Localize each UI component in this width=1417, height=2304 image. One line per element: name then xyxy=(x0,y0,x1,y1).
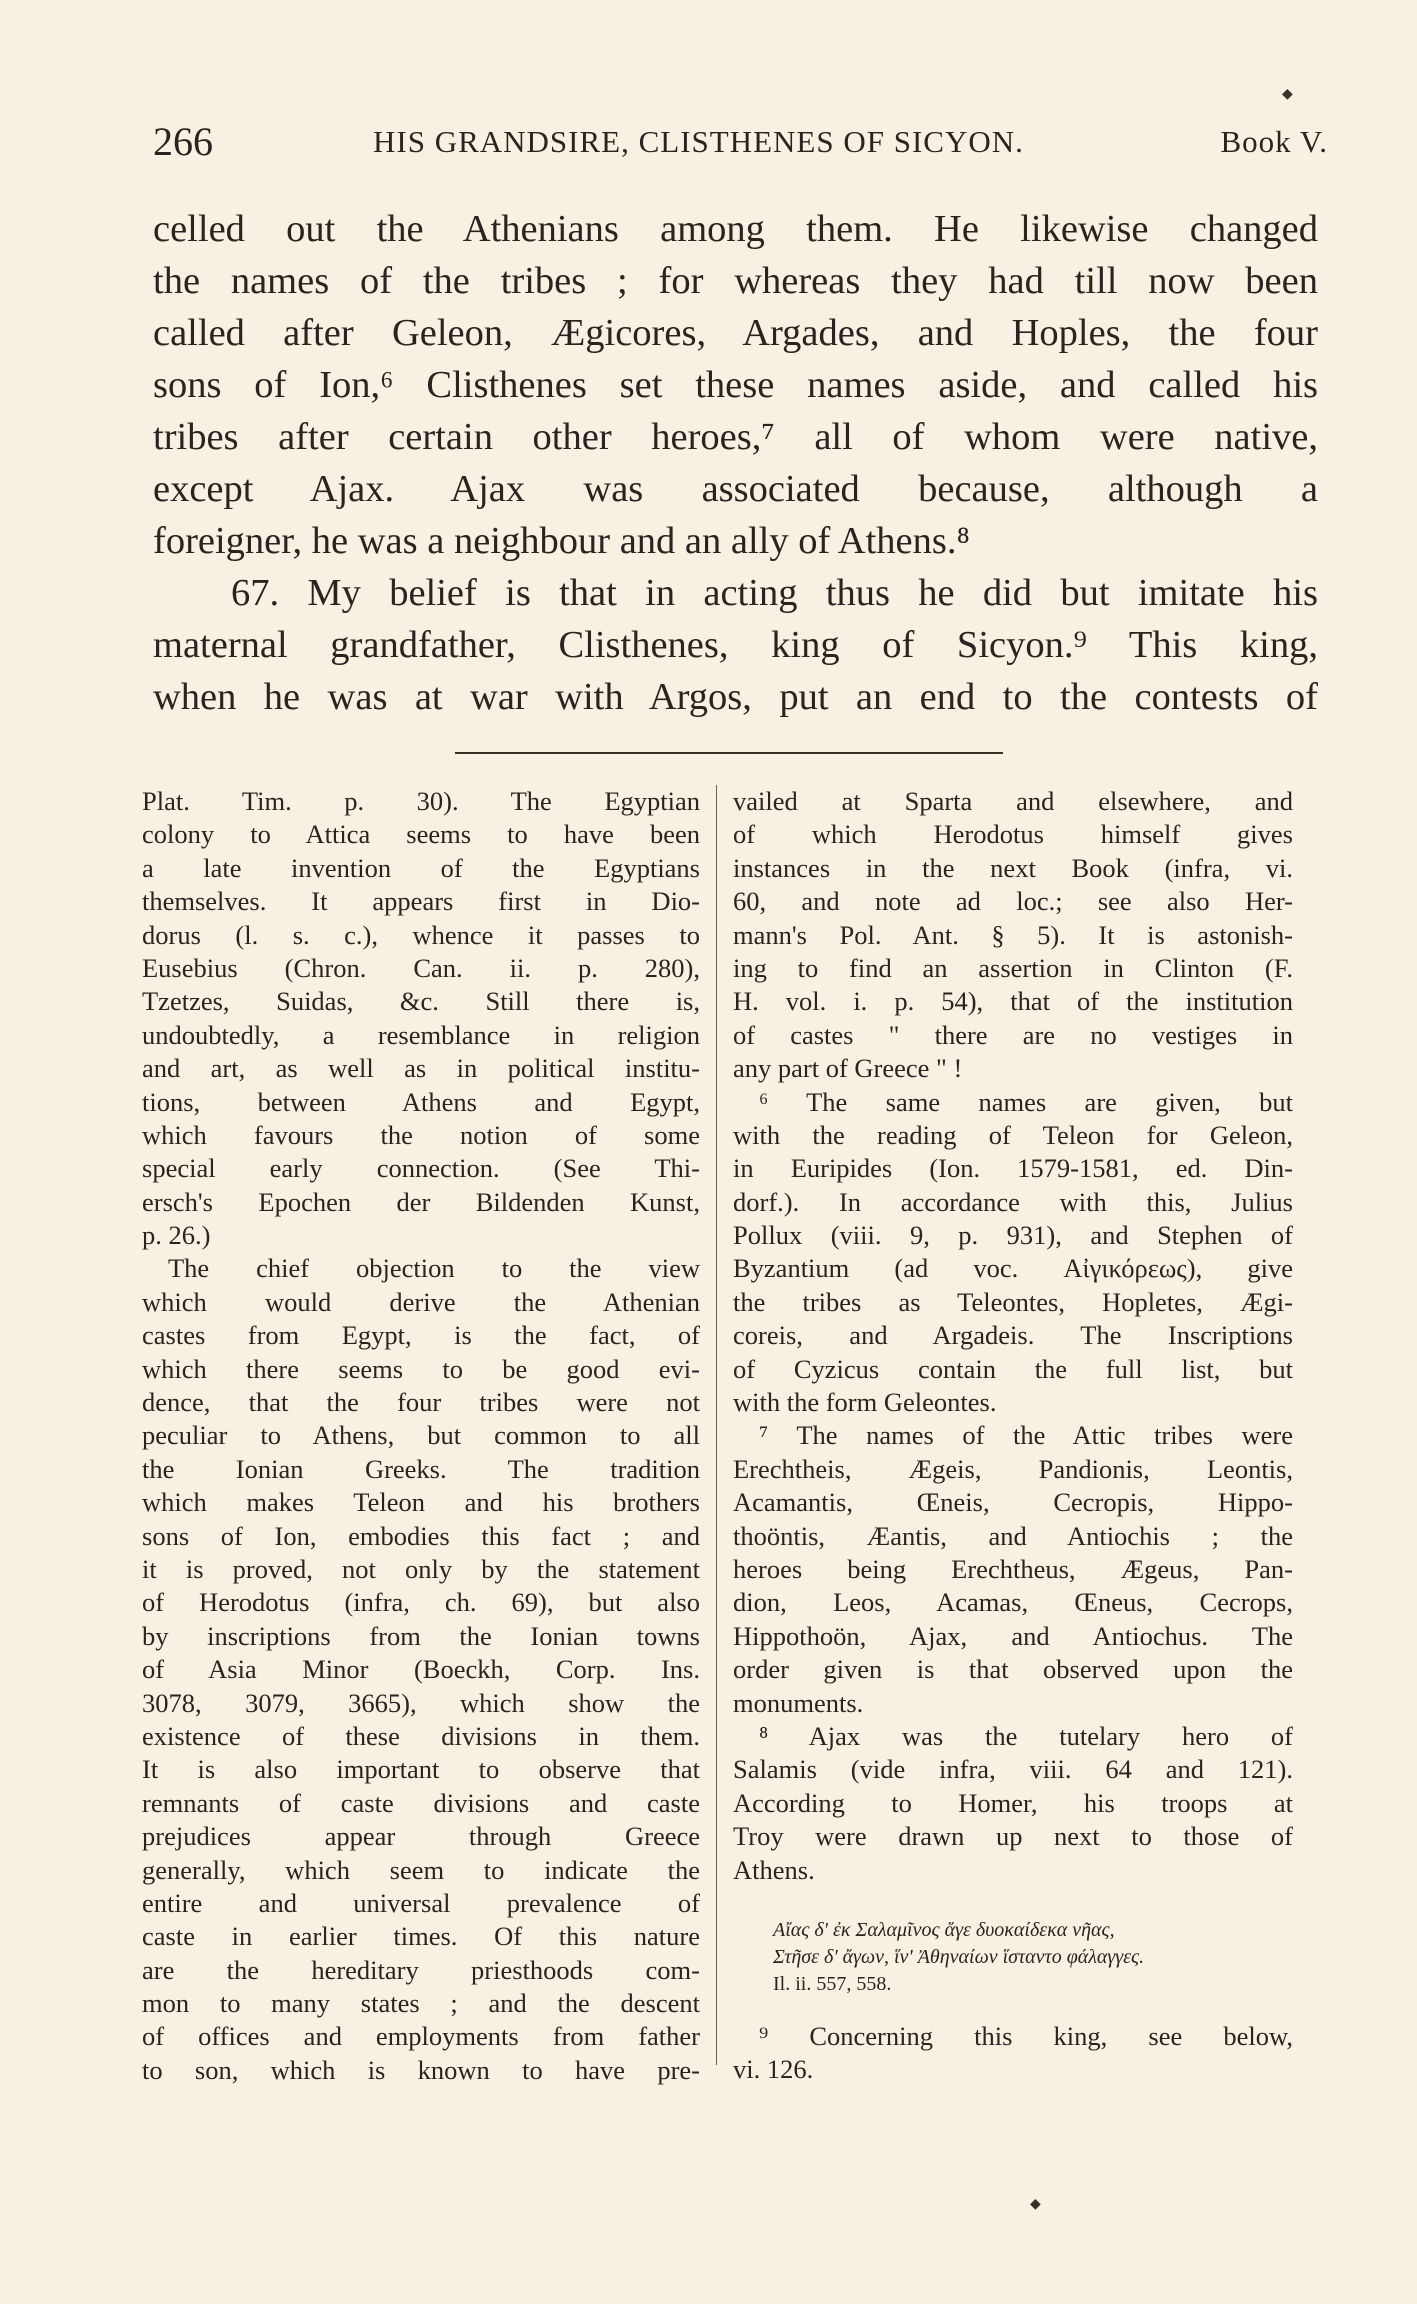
note-line: ing to find an assertion in Clinton (F. xyxy=(733,952,1293,983)
note-line: 60, and note ad loc.; see also Her- xyxy=(733,886,1293,917)
note-line: which favours the notion of some xyxy=(142,1119,700,1150)
note-line: prejudices appear through Greece xyxy=(142,1821,700,1852)
main-line: except Ajax. Ajax was associated because, although a xyxy=(153,468,1318,510)
ink-speck: ◆ xyxy=(1030,2196,1041,2212)
note-line: The chief objection to the view xyxy=(168,1253,700,1284)
note-line: tions, between Athens and Egypt, xyxy=(142,1086,700,1117)
note-line: Hippothoön, Ajax, and Antiochus. The xyxy=(733,1620,1293,1651)
note-line: ⁹ Concerning this king, see below, xyxy=(759,2020,1293,2051)
note-line: Athens. xyxy=(733,1854,815,1885)
note-line: According to Homer, his troops at xyxy=(733,1787,1293,1818)
note-line: 3078, 3079, 3665), which show the xyxy=(142,1687,700,1718)
note-line: Pollux (viii. 9, p. 931), and Stephen of xyxy=(733,1220,1293,1251)
footnote-rule xyxy=(455,752,1003,754)
note-line: Troy were drawn up next to those of xyxy=(733,1821,1293,1852)
note-line: with the reading of Teleon for Geleon, xyxy=(733,1119,1293,1150)
note-line: ⁸ Ajax was the tutelary hero of xyxy=(759,1720,1293,1751)
main-text xyxy=(153,203,1318,723)
note-line: of which Herodotus himself gives xyxy=(733,819,1293,850)
note-line: generally, which seem to indicate the xyxy=(142,1854,700,1885)
main-line: sons of Ion,⁶ Clisthenes set these names aside, and called his xyxy=(153,364,1318,406)
note-line: heroes being Erechtheus, Ægeus, Pan- xyxy=(733,1553,1293,1584)
note-line: which makes Teleon and his brothers xyxy=(142,1487,700,1518)
column-divider xyxy=(716,785,717,2065)
greek-quotation xyxy=(733,1917,1293,1998)
running-header xyxy=(153,118,1328,164)
note-line: of offices and employments from father xyxy=(142,2021,700,2052)
note-line: caste in earlier times. Of this nature xyxy=(142,1921,700,1952)
note-line: Acamantis, Œneis, Cecropis, Hippo- xyxy=(733,1487,1293,1518)
note-line: Salamis (vide infra, viii. 64 and 121). xyxy=(733,1754,1293,1785)
note-line: castes from Egypt, is the fact, of xyxy=(142,1320,700,1351)
note-line: of castes " there are no vestiges in xyxy=(733,1019,1293,1050)
note-line: dorus (l. s. c.), whence it passes to xyxy=(142,919,700,950)
note-line: the tribes as Teleontes, Hopletes, Ægi- xyxy=(733,1286,1293,1317)
note-line: instances in the next Book (infra, vi. xyxy=(733,852,1293,883)
note-line: it is proved, not only by the statement xyxy=(142,1553,700,1584)
footnotes-left-column xyxy=(142,785,700,2087)
note-line: vailed at Sparta and elsewhere, and xyxy=(733,786,1293,816)
note-line: and art, as well as in political institu- xyxy=(142,1053,700,1084)
main-line: when he was at war with Argos, put an end to the contests of xyxy=(153,676,1318,718)
note-line: themselves. It appears first in Dio- xyxy=(142,886,700,917)
note-line: mann's Pol. Ant. § 5). It is astonish- xyxy=(733,919,1293,950)
note-line: dence, that the four tribes were not xyxy=(142,1387,700,1418)
note-line: which there seems to be good evi- xyxy=(142,1353,700,1384)
note-line: ⁶ The same names are given, but xyxy=(759,1086,1293,1117)
note-line: dion, Leos, Acamas, Œneus, Cecrops, xyxy=(733,1587,1293,1618)
note-line: entire and universal prevalence of xyxy=(142,1887,700,1918)
note-line: existence of these divisions in them. xyxy=(142,1720,700,1751)
note-line: mon to many states ; and the descent xyxy=(142,1988,700,2019)
main-line: foreigner, he was a neighbour and an ally of Athens.⁸ xyxy=(153,520,970,562)
note-line: p. 26.) xyxy=(142,1220,211,1251)
note-line: sons of Ion, embodies this fact ; and xyxy=(142,1520,700,1551)
note-line: the Ionian Greeks. The tradition xyxy=(142,1453,700,1484)
note-line: ersch's Epochen der Bildenden Kunst, xyxy=(142,1186,700,1217)
note-line: remnants of caste divisions and caste xyxy=(142,1787,700,1818)
main-line: the names of the tribes ; for whereas they had till now been xyxy=(153,260,1318,302)
note-line: thoöntis, Æantis, and Antiochis ; the xyxy=(733,1520,1293,1551)
note-line: peculiar to Athens, but common to all xyxy=(142,1420,700,1451)
note-line: It is also important to observe that xyxy=(142,1754,700,1785)
note-line: Plat. Tim. p. 30). The Egyptian xyxy=(142,786,700,816)
note-line: are the hereditary priesthoods com- xyxy=(142,1954,700,1985)
greek-line: Αἴας δ' ἐκ Σαλαμῖνος ἄγε δυοκαίδεκα νῆας, xyxy=(773,1918,1115,1941)
note-line: which would derive the Athenian xyxy=(142,1286,700,1317)
note-line: ⁷ The names of the Attic tribes were xyxy=(759,1420,1293,1451)
book-label: Book V. xyxy=(1220,124,1328,159)
note-line: special early connection. (See Thi- xyxy=(142,1153,700,1184)
note-line: vi. 126. xyxy=(733,2054,814,2085)
note-line: coreis, and Argadeis. The Inscriptions xyxy=(733,1320,1293,1351)
running-title: HIS GRANDSIRE, CLISTHENES OF SICYON. xyxy=(373,124,1024,159)
note-line: any part of Greece " ! xyxy=(733,1053,963,1084)
note-line: a late invention of the Egyptians xyxy=(142,852,700,883)
greek-citation: Il. ii. 557, 558. xyxy=(773,1972,892,1995)
main-line: called after Geleon, Ægicores, Argades, and Hoples, the four xyxy=(153,312,1318,354)
note-line: Eusebius (Chron. Can. ii. p. 280), xyxy=(142,952,700,983)
note-line: of Asia Minor (Boeckh, Corp. Ins. xyxy=(142,1654,700,1685)
main-line: maternal grandfather, Clisthenes, king of Sicyon.⁹ This king, xyxy=(153,624,1318,666)
note-line: to son, which is known to have pre- xyxy=(142,2054,700,2085)
note-line: monuments. xyxy=(733,1687,864,1718)
main-line: 67. My belief is that in acting thus he did but imitate his xyxy=(231,572,1318,614)
note-line: of Cyzicus contain the full list, but xyxy=(733,1353,1293,1384)
note-line: by inscriptions from the Ionian towns xyxy=(142,1620,700,1651)
note-line: in Euripides (Ion. 1579-1581, ed. Din- xyxy=(733,1153,1293,1184)
note-line: of Herodotus (infra, ch. 69), but also xyxy=(142,1587,700,1618)
main-line: celled out the Athenians among them. He likewise changed xyxy=(153,208,1318,250)
note-line: Byzantium (ad voc. Αἰγικόρεως), give xyxy=(733,1253,1293,1284)
greek-line: Στῆσε δ' ἄγων, ἵν' Ἀθηναίων ἵσταντο φάλαγγες. xyxy=(773,1945,1145,1968)
note-line: Erechtheis, Ægeis, Pandionis, Leontis, xyxy=(733,1453,1293,1484)
main-line: tribes after certain other heroes,⁷ all of whom were native, xyxy=(153,416,1318,458)
note-line: colony to Attica seems to have been xyxy=(142,819,700,850)
page-number: 266 xyxy=(153,119,213,164)
note-line: order given is that observed upon the xyxy=(733,1654,1293,1685)
ink-speck: ◆ xyxy=(1282,86,1293,102)
note-line: Tzetzes, Suidas, &c. Still there is, xyxy=(142,986,700,1017)
note-line: with the form Geleontes. xyxy=(733,1387,997,1418)
note-line: dorf.). In accordance with this, Julius xyxy=(733,1186,1293,1217)
note-line: undoubtedly, a resemblance in religion xyxy=(142,1019,700,1050)
note-line: H. vol. i. p. 54), that of the institution xyxy=(733,986,1293,1017)
footnotes-right-column xyxy=(733,785,1293,2087)
